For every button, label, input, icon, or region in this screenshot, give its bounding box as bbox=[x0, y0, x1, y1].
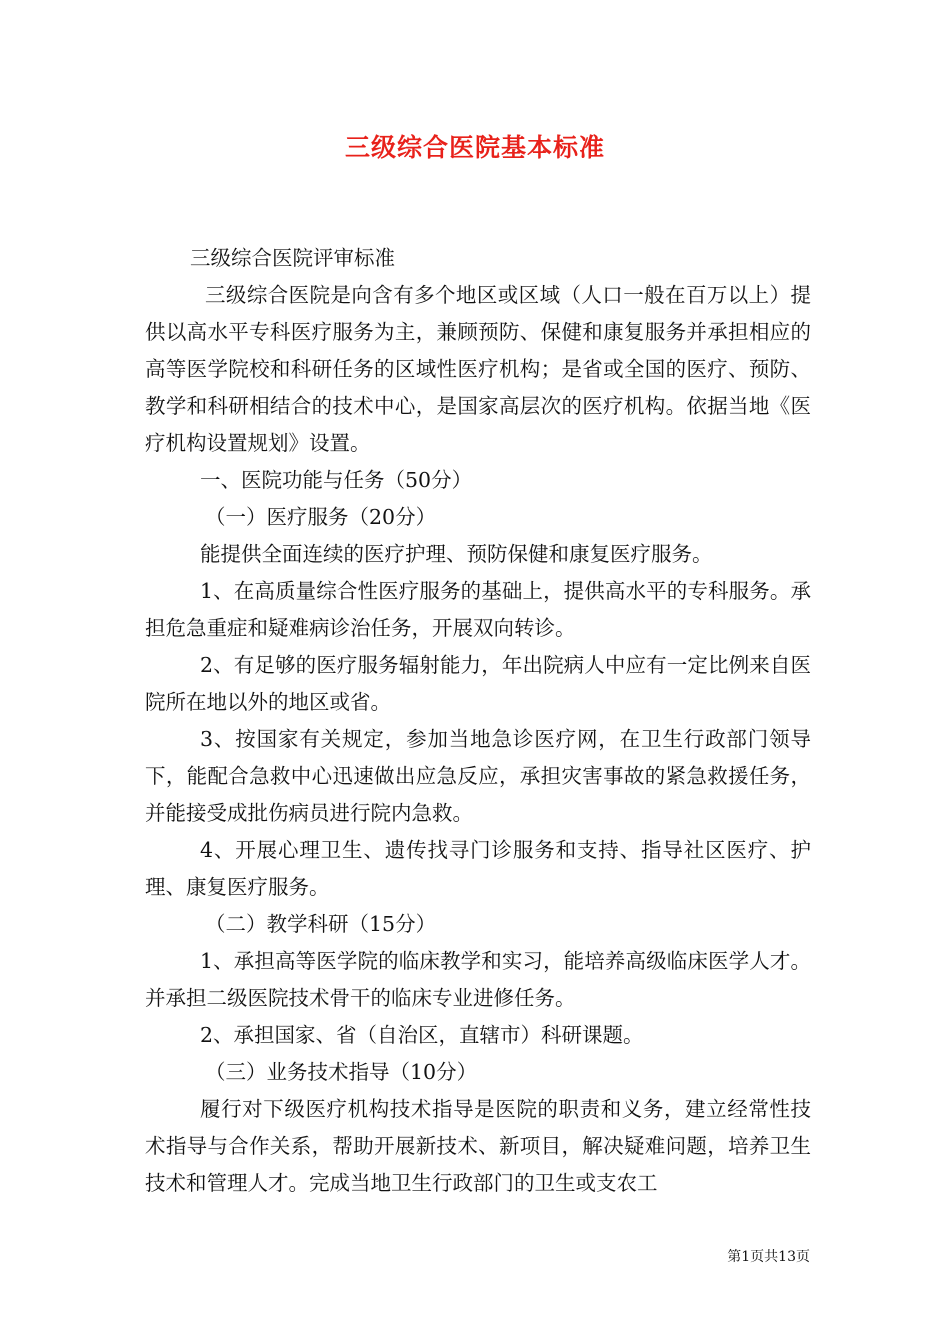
list-item-teaching-2: 2、承担国家、省（自治区，直辖市）科研课题。 bbox=[200, 1023, 644, 1047]
list-item-1: 1、在高质量综合性医疗服务的基础上，提供高水平的专科服务。承担危急重症和疑难病诊治任务，开展双向转诊。 bbox=[145, 579, 811, 640]
paragraph-heading: 三级综合医院评审标准 bbox=[190, 246, 395, 270]
list-item-3: 3、按国家有关规定，参加当地急诊医疗网，在卫生行政部门领导下，能配合急救中心迅速做出应急反应，承担灾害事故的紧急救援任务，并能接受成批伤病员进行院内急救。 bbox=[145, 727, 811, 825]
paragraph-guidance: 履行对下级医疗机构技术指导是医院的职责和义务，建立经常性技术指导与合作关系，帮助开展新技术、新项目，解决疑难问题，培养卫生技术和管理人才。完成当地卫生行政部门的卫生或支农工 bbox=[145, 1097, 811, 1195]
list-item-4: 4、开展心理卫生、遗传找寻门诊服务和支持、指导社区医疗、护理、康复医疗服务。 bbox=[145, 838, 811, 899]
document-title: 三级综合医院基本标准 bbox=[344, 133, 605, 162]
document-body bbox=[145, 240, 811, 1202]
list-item-2: 2、有足够的医疗服务辐射能力，年出院病人中应有一定比例来自医院所在地以外的地区或省。 bbox=[145, 653, 811, 714]
page-number-footer: 第1页共13页 bbox=[727, 1249, 810, 1265]
subsection-heading-1: （一）医疗服务（20分） bbox=[205, 505, 437, 529]
paragraph-medical-service: 能提供全面连续的医疗护理、预防保健和康复医疗服务。 bbox=[200, 542, 713, 566]
paragraph-intro: 三级综合医院是向含有多个地区或区域（人口一般在百万以上）提供以高水平专科医疗服务为主，兼顾预防、保健和康复服务并承担相应的高等医学院校和科研任务的区域性医疗机构；是省或全国的医疗、预防、教学和科研相结合的技术中心，是国家高层次的医疗机构。依据当地《医疗机构设置规划》设置。 bbox=[145, 283, 811, 455]
list-item-teaching-1: 1、承担高等医学院的临床教学和实习，能培养高级临床医学人才。并承担二级医院技术骨干的临床专业进修任务。 bbox=[145, 949, 811, 1010]
section-heading-1: 一、医院功能与任务（50分） bbox=[200, 468, 473, 492]
subsection-heading-2: （二）教学科研（15分） bbox=[205, 912, 437, 936]
subsection-heading-3: （三）业务技术指导（10分） bbox=[205, 1060, 478, 1084]
